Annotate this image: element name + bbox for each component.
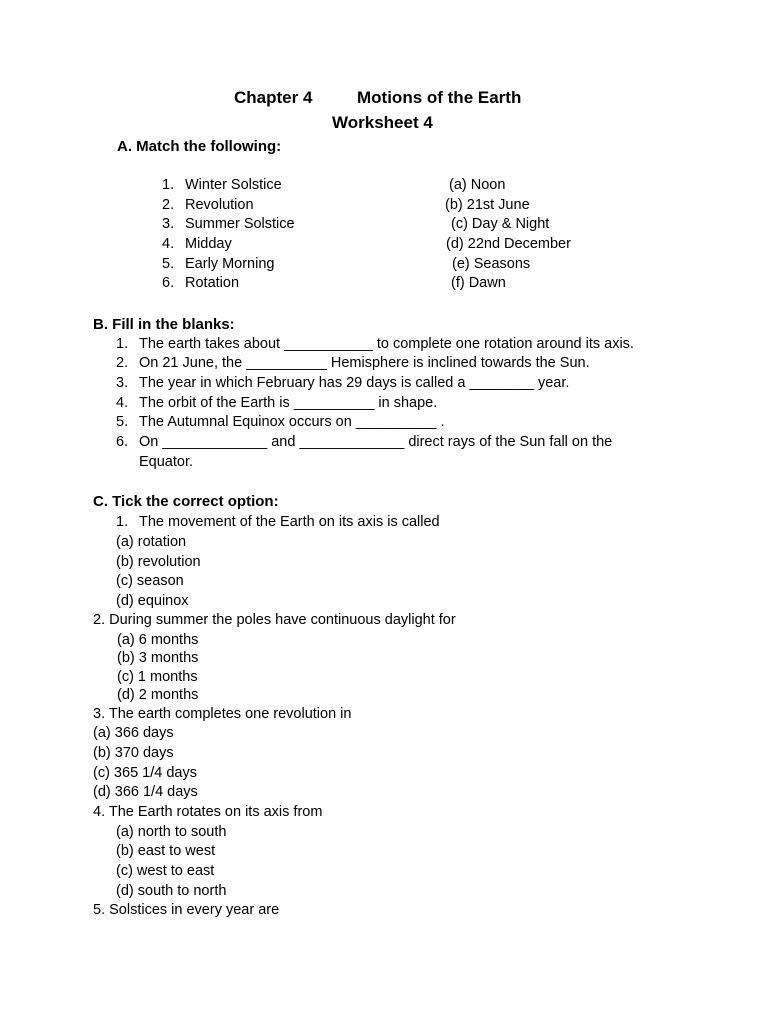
- option-north-to-south: (a) north to south: [116, 824, 227, 840]
- question-text: 2. During summer the poles have continuous daylight for: [93, 612, 456, 628]
- fill-blank-item: 2. On 21 June, the __________ Hemisphere is inclined towards the Sun.: [116, 355, 590, 371]
- fill-blank-item: 5. The Autumnal Equinox occurs on __________ .: [116, 414, 445, 430]
- section-a-heading: A. Match the following:: [117, 138, 282, 155]
- question-text: 1. The movement of the Earth on its axis is called: [116, 514, 440, 530]
- chapter-topic: Motions of the Earth: [357, 88, 522, 107]
- option-365-quarter-days: (c) 365 1/4 days: [93, 765, 197, 781]
- match-left-item: 1. Winter Solstice: [162, 177, 282, 193]
- option-revolution: (b) revolution: [116, 554, 201, 570]
- option-1-months: (c) 1 months: [117, 669, 198, 685]
- section-c-heading: C. Tick the correct option:: [93, 493, 279, 510]
- match-left-item: 4. Midday: [162, 236, 232, 252]
- option-equinox: (d) equinox: [116, 593, 189, 609]
- option-3-months: (b) 3 months: [117, 650, 199, 666]
- section-b-heading: B. Fill in the blanks:: [93, 316, 235, 333]
- match-right-item: (e) Seasons: [452, 256, 531, 272]
- option-east-to-west: (b) east to west: [116, 843, 216, 859]
- match-right-item: (b) 21st June: [445, 197, 530, 213]
- option-season: (c) season: [116, 573, 184, 589]
- match-right-item: (c) Day & Night: [451, 216, 550, 232]
- match-left-item: 2. Revolution: [162, 197, 254, 213]
- question-text: 3. The earth completes one revolution in: [93, 706, 352, 722]
- option-370-days: (b) 370 days: [93, 745, 174, 761]
- option-south-to-north: (d) south to north: [116, 883, 227, 899]
- question-text: 4. The Earth rotates on its axis from: [93, 804, 323, 820]
- fill-blank-continuation: Equator.: [139, 454, 194, 470]
- match-right-item: (d) 22nd December: [446, 236, 571, 252]
- option-rotation: (a) rotation: [116, 534, 187, 550]
- option-6-months: (a) 6 months: [117, 632, 199, 648]
- match-left-item: 5. Early Morning: [162, 256, 275, 272]
- option-2-months: (d) 2 months: [117, 687, 199, 703]
- match-left-item: 3. Summer Solstice: [162, 216, 295, 232]
- match-right-item: (a) Noon: [449, 177, 506, 193]
- option-366-quarter-days: (d) 366 1/4 days: [93, 784, 198, 800]
- option-west-to-east: (c) west to east: [116, 863, 215, 879]
- match-right-item: (f) Dawn: [451, 275, 506, 291]
- worksheet-title: Worksheet 4: [332, 113, 433, 132]
- fill-blank-item: 1. The earth takes about ___________ to complete one rotation around its axis.: [116, 336, 634, 352]
- match-left-item: 6. Rotation: [162, 275, 240, 291]
- option-366-days: (a) 366 days: [93, 725, 174, 741]
- chapter-label: Chapter 4: [234, 88, 313, 107]
- question-text: 5. Solstices in every year are: [93, 902, 280, 918]
- fill-blank-item: 3. The year in which February has 29 days is called a ________ year.: [116, 375, 570, 391]
- fill-blank-item: 4. The orbit of the Earth is __________ in shape.: [116, 395, 438, 411]
- fill-blank-item: 6. On _____________ and _____________ direct rays of the Sun fall on the: [116, 434, 613, 450]
